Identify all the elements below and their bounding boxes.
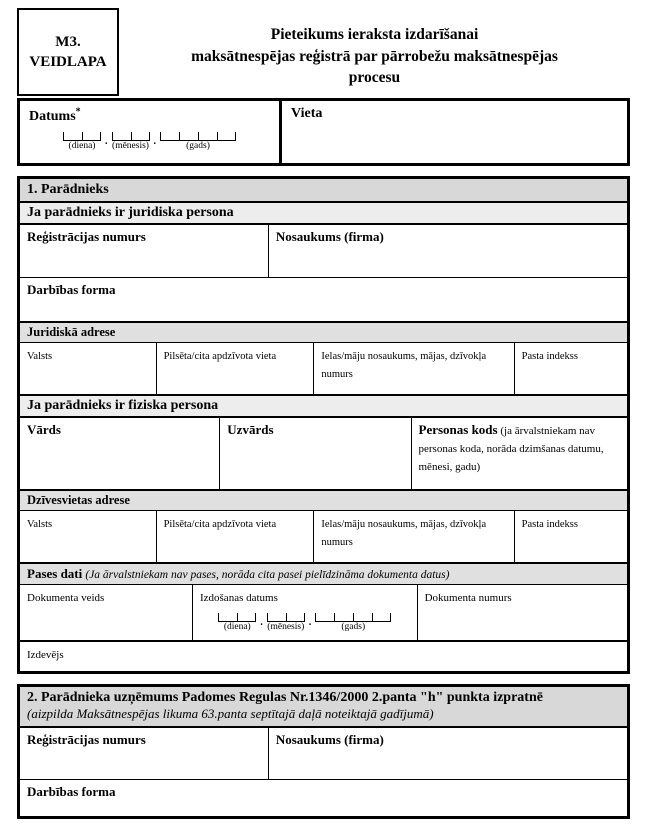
personal-code-label: Personas kods — [418, 422, 498, 437]
legal-activity-form-field[interactable] — [20, 278, 627, 321]
residence-address-row — [20, 511, 627, 564]
date-year-group — [160, 132, 236, 151]
legal-regname-row — [20, 225, 627, 278]
date-field[interactable] — [20, 101, 282, 163]
date-day-label: (diena) — [68, 140, 96, 151]
natural-person-heading: Ja parādnieks ir fiziska persona — [20, 396, 627, 418]
section2-reg-number-label: Reģistrācijas numurs — [27, 732, 146, 747]
date-year-label: (gads) — [341, 622, 366, 632]
document-number-label: Dokumenta numurs — [424, 592, 512, 604]
postcode-label: Pasta indekss — [521, 351, 578, 362]
date-year-label: (gads) — [186, 140, 210, 151]
issue-date-month-group — [267, 613, 305, 632]
issue-date-label: Izdošanas datums — [199, 592, 278, 604]
natural-person-row — [20, 418, 627, 491]
legal-activity-form-label: Darbības forma — [27, 282, 116, 297]
issue-date-year-group — [315, 613, 391, 632]
form-title — [119, 8, 630, 96]
first-name-label: Vārds — [27, 422, 61, 437]
residence-postcode-field[interactable] — [515, 511, 627, 562]
section-1-heading: 1. Parādnieks — [20, 179, 627, 203]
passport-heading-note: (Ja ārvalstniekam nav pases, norāda cita pasei pielīdzināma dokumenta datus) — [85, 569, 450, 581]
issue-date-blanks[interactable] — [200, 613, 410, 632]
date-month-label: (mēnesis) — [112, 140, 149, 151]
last-name-field[interactable] — [220, 418, 411, 489]
form-code-box — [17, 8, 119, 96]
last-name-label: Uzvārds — [227, 422, 274, 437]
residence-country-field[interactable] — [20, 511, 157, 562]
date-separator: . — [260, 617, 263, 628]
issuer-field[interactable] — [20, 642, 627, 671]
legal-address-heading: Juridiskā adrese — [20, 323, 627, 343]
form-title-line1: Pieteikums ieraksta izdarīšanai — [270, 26, 479, 43]
street-label: Ielas/māju nosaukums, mājas, dzīvokļa numurs — [321, 351, 487, 380]
legal-address-country-field[interactable] — [20, 343, 157, 394]
legal-name-label: Nosaukums (firma) — [275, 229, 384, 244]
document-number-field[interactable] — [418, 585, 627, 640]
date-day-group — [63, 132, 101, 151]
section2-activity-form-row — [20, 780, 627, 816]
section2-name-field[interactable] — [269, 728, 627, 779]
legal-reg-number-field[interactable] — [20, 225, 269, 277]
section2-regname-row — [20, 728, 627, 780]
street-label: Ielas/māju nosaukums, mājas, dzīvokļa numurs — [321, 519, 487, 548]
city-label: Pilsēta/cita apdzīvota vieta — [163, 351, 277, 362]
form-header — [17, 8, 630, 96]
residence-address-heading: Dzīvesvietas adrese — [20, 491, 627, 511]
form-title-line3: procesu — [348, 69, 401, 87]
date-separator: . — [105, 135, 108, 147]
section2-name-label: Nosaukums (firma) — [275, 732, 384, 747]
legal-reg-number-label: Reģistrācijas numurs — [27, 229, 146, 244]
legal-name-field[interactable] — [269, 225, 627, 277]
personal-code-note: (ja ārvalstniekam nav personas koda, norāda dzimšanas datumu, mēnesi, gadu) — [418, 425, 604, 473]
postcode-label: Pasta indekss — [521, 519, 578, 530]
legal-address-city-field[interactable] — [157, 343, 315, 394]
section-2-heading: 2. Parādnieka uzņēmums Padomes Regulas Nr.1346/2000 2.panta "h" punkta izpratnē — [27, 690, 543, 705]
section-2-subheading: (aizpilda Maksātnespējas likuma 63.panta septītajā daļā noteiktajā gadījumā) — [27, 706, 434, 721]
section-2-debtor-undertaking — [17, 684, 630, 819]
legal-activity-form-row — [20, 278, 627, 323]
section2-activity-form-field[interactable] — [20, 780, 627, 816]
date-month-group — [112, 132, 150, 151]
personal-code-field[interactable] — [412, 418, 627, 489]
country-label: Valsts — [27, 519, 53, 530]
date-label: Datums* — [29, 106, 81, 124]
city-label: Pilsēta/cita apdzīvota vieta — [163, 519, 277, 530]
place-label: Vieta — [291, 106, 323, 121]
date-month-label: (mēnesis) — [267, 622, 305, 632]
date-blanks[interactable] — [29, 132, 270, 151]
issue-date-day-group — [218, 613, 256, 632]
passport-data-heading — [20, 564, 627, 585]
date-day-label: (diena) — [223, 622, 251, 632]
section-1-debtor — [17, 176, 630, 674]
residence-city-field[interactable] — [157, 511, 315, 562]
issuer-row — [20, 642, 627, 671]
date-asterisk: * — [75, 106, 81, 117]
form-title-line2: maksātnespējas reģistrā par pārrobežu maksātnespējas — [191, 47, 558, 65]
section-2-heading-block — [20, 687, 627, 728]
first-name-field[interactable] — [20, 418, 220, 489]
legal-address-row — [20, 343, 627, 396]
residence-street-field[interactable] — [314, 511, 514, 562]
passport-heading-text: Pases dati — [27, 566, 83, 581]
date-separator: . — [153, 135, 156, 147]
document-type-label: Dokumenta veids — [27, 592, 105, 604]
issue-date-field[interactable] — [193, 585, 418, 640]
form-code-word: VEIDLAPA — [29, 54, 107, 70]
form-code: M3. — [55, 33, 81, 50]
legal-address-postcode-field[interactable] — [515, 343, 627, 394]
issuer-label: Izdevējs — [27, 649, 64, 661]
date-place-row — [17, 98, 630, 166]
date-separator: . — [308, 617, 312, 628]
document-type-field[interactable] — [20, 585, 193, 640]
passport-doc-row — [20, 585, 627, 642]
place-field[interactable] — [282, 101, 627, 163]
section2-reg-number-field[interactable] — [20, 728, 269, 779]
legal-person-heading: Ja parādnieks ir juridiska persona — [20, 203, 627, 225]
country-label: Valsts — [27, 351, 53, 362]
form-content — [17, 8, 630, 819]
legal-address-street-field[interactable] — [314, 343, 514, 394]
section2-activity-form-label: Darbības forma — [27, 784, 116, 799]
